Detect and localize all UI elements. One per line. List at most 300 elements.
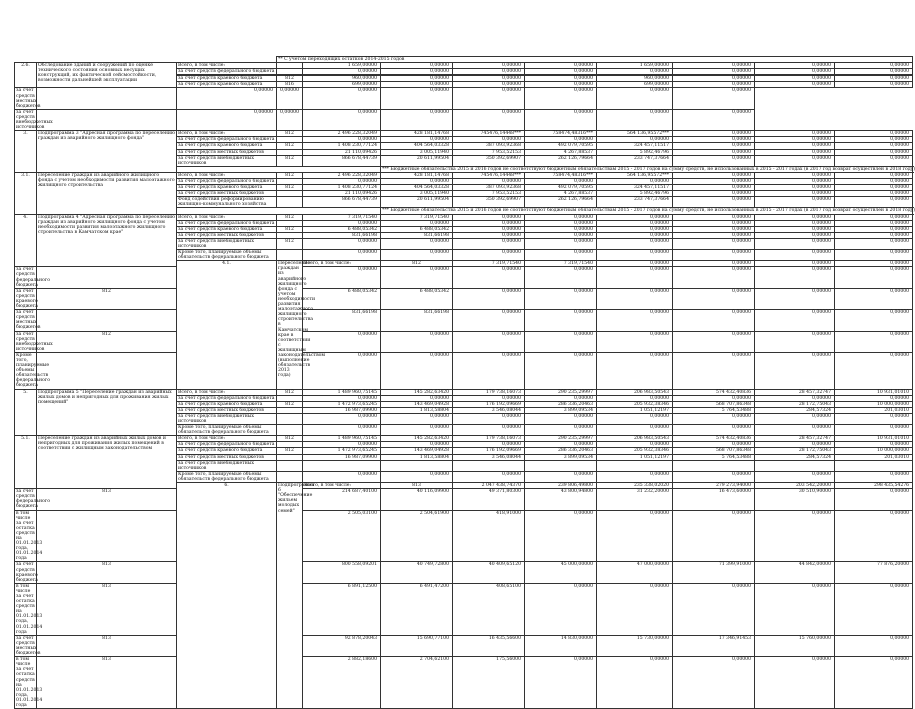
- amount-cell: 16 987,09900: [303, 407, 381, 413]
- budget-code: 813: [37, 562, 177, 583]
- amount-cell: 0,00000: [755, 131, 835, 137]
- amount-cell: 40 116,09900: [381, 489, 453, 510]
- amount-cell: 0,00000: [597, 178, 673, 184]
- amount-cell: 235 338,02020: [597, 483, 673, 489]
- amount-cell: 0,00000: [303, 331, 381, 352]
- budget-code: 812: [277, 185, 303, 191]
- amount-cell: 7 319,71540: [525, 261, 597, 267]
- amount-cell: 0,00000: [835, 191, 913, 197]
- funding-source: Кроме того, планируемые объемы обязательств федерального бюджета: [16, 352, 50, 389]
- funding-source: за счет средств федерального бюджета: [177, 220, 277, 226]
- amount-cell: 0,00000: [835, 583, 913, 635]
- amount-cell: 0,00000: [453, 88, 525, 109]
- amount-cell: 0,00000: [597, 220, 673, 226]
- amount-cell: 2 882,18600: [303, 657, 381, 709]
- amount-cell: 0,00000: [673, 191, 755, 197]
- item-name: Подпрограмма 3 "Адресная программа по переселению граждан из аварийного жилищного фонда": [37, 131, 177, 173]
- item-number: 4.1.: [177, 261, 277, 389]
- amount-cell: 0,00000: [835, 82, 913, 88]
- amount-cell: 43 800,94800: [525, 489, 597, 510]
- amount-cell: 0,00000: [673, 226, 755, 232]
- amount-cell: 0,00000: [381, 69, 453, 75]
- amount-cell: 0,00000: [755, 63, 835, 69]
- amount-cell: 0,00000: [673, 69, 755, 75]
- amount-cell: 0,00000: [453, 82, 525, 88]
- item-number: 3.1.: [15, 172, 37, 214]
- amount-cell: 0,00000: [597, 657, 673, 709]
- amount-cell: 831,66198: [381, 310, 453, 331]
- amount-cell: 0,00000: [453, 331, 525, 352]
- amount-cell: 0,00000: [597, 288, 673, 309]
- funding-source: Всего, в том числе:: [177, 63, 277, 69]
- budget-note: *** Бюджетные обязательства 2015 и 2016 годов не соответствуют бюджетным обязательствам 2015 - 2017 годов на сумму средств, не использованных в 2015 - 2017 годах (в 2017 год возврат осуществлен в 2018 году): [382, 208, 915, 214]
- budget-code: [277, 413, 303, 424]
- funding-source: Фонд содействия реформированию жилищно-коммунального хозяйства: [177, 197, 277, 208]
- amount-cell: 408,65100: [453, 583, 525, 635]
- funding-source: за счет средств внебюджетных источников: [177, 413, 277, 424]
- amount-cell: 15 760,00000: [755, 635, 835, 656]
- amount-cell: 0,00000: [673, 442, 755, 448]
- amount-cell: 0,00000: [755, 172, 835, 178]
- amount-cell: 1 813,58804: [381, 454, 453, 460]
- budget-code: [37, 310, 177, 331]
- amount-cell: 0,00000: [525, 178, 597, 184]
- item-number: 6.: [177, 483, 277, 709]
- amount-cell: 28 172,75043: [755, 401, 835, 407]
- amount-cell: 30 510,90000: [755, 489, 835, 510]
- amount-cell: 145 282,63420: [381, 436, 453, 442]
- amount-cell: 20 611,99504: [381, 197, 453, 208]
- amount-cell: 0,00000: [597, 267, 673, 288]
- amount-cell: 0,00000: [755, 76, 835, 82]
- amount-cell: 387 093,92368: [453, 143, 525, 149]
- budget-code: 812: [277, 143, 303, 149]
- amount-cell: 745476,14448***: [453, 172, 525, 178]
- amount-cell: 77 876,20000: [835, 562, 913, 583]
- amount-cell: 17 346,91453: [673, 635, 755, 656]
- funding-source: Всего, в том числе:: [177, 214, 277, 220]
- amount-cell: 40 749,72800: [381, 562, 453, 583]
- amount-cell: 0,00000: [525, 288, 597, 309]
- amount-cell: 0,00000: [755, 137, 835, 143]
- table-row: [15, 331, 913, 352]
- amount-cell: 0,00000: [755, 232, 835, 238]
- amount-cell: 6 488,05342: [303, 288, 381, 309]
- funding-source: за счет средств краевого бюджета: [177, 401, 277, 407]
- amount-cell: 0,00000: [597, 137, 673, 143]
- amount-cell: 0,00000: [835, 331, 913, 352]
- table-row: [15, 88, 913, 109]
- amount-cell: 0,00000: [755, 288, 835, 309]
- amount-cell: 1 051,12197: [597, 454, 673, 460]
- funding-source: за счет средств краевого бюджета: [177, 76, 277, 82]
- amount-cell: 0,00000: [525, 88, 597, 109]
- amount-cell: 47 000,00000: [597, 562, 673, 583]
- amount-cell: 0,00000: [453, 471, 525, 482]
- amount-cell: 699,00000: [303, 82, 381, 88]
- amount-cell: 7 319,71540: [381, 214, 453, 220]
- table-row: [15, 657, 913, 709]
- budget-code: 813: [37, 657, 177, 709]
- amount-cell: [303, 460, 381, 471]
- amount-cell: 1 408 230,77124: [303, 185, 381, 191]
- funding-source: за счет средств краевого бюджета: [177, 143, 277, 149]
- amount-cell: 0,00000: [525, 471, 597, 482]
- amount-cell: 233 747,37664: [597, 155, 673, 166]
- table-row: [15, 489, 913, 510]
- amount-cell: 0,00000: [303, 220, 381, 226]
- amount-cell: 324 457,11517: [597, 185, 673, 191]
- budget-code: 812: [37, 288, 177, 309]
- amount-cell: 0,00000: [597, 425, 673, 436]
- funding-source: за счет средств федерального бюджета: [16, 489, 50, 510]
- document-page: [14, 56, 915, 709]
- funding-source: за счет средств федерального бюджета: [177, 178, 277, 184]
- amount-cell: 0,00000: [597, 88, 673, 109]
- amount-cell: 0,00000: [525, 238, 597, 249]
- amount-cell: [597, 460, 673, 471]
- item-number: 5.1.: [15, 436, 37, 489]
- budget-code: 813: [37, 489, 177, 510]
- amount-cell: 0,00000: [453, 288, 525, 309]
- amount-cell: 0,00000: [673, 425, 755, 436]
- amount-cell: 0,00000: [177, 109, 277, 130]
- amount-cell: 0,00000: [673, 352, 755, 389]
- budget-code: 812: [277, 155, 303, 166]
- amount-cell: 0,00000: [673, 214, 755, 220]
- amount-cell: 5 892,46796: [597, 149, 673, 155]
- amount-cell: 568 707,86348: [673, 401, 755, 407]
- amount-cell: 404 564,03328: [381, 143, 453, 149]
- amount-cell: 0,00000: [381, 220, 453, 226]
- amount-cell: 3 005,11940: [381, 191, 453, 197]
- amount-cell: 831,66198: [303, 232, 381, 238]
- amount-cell: 0,00000: [755, 69, 835, 75]
- amount-cell: 1 472 973,65245: [303, 401, 381, 407]
- amount-cell: 0,00000: [835, 69, 913, 75]
- amount-cell: 176 192,09669: [453, 448, 525, 454]
- item-name: Обследование зданий и сооружений по оценке технического состояния основных несущих конструкций, их фактической сейсмостойкости, возможности дальнейшей эксплуатации: [37, 63, 177, 88]
- amount-cell: [673, 460, 755, 471]
- budget-code: [277, 425, 303, 436]
- amount-cell: 239 806,49800: [525, 483, 597, 489]
- amount-cell: 15 690,77100: [381, 635, 453, 656]
- amount-cell: 0,00000: [597, 226, 673, 232]
- budget-code: [37, 352, 177, 389]
- amount-cell: 418,91000: [453, 510, 525, 562]
- amount-cell: 206 983,50543: [597, 436, 673, 442]
- amount-cell: 387 093,92368: [453, 185, 525, 191]
- budget-code: 812: [277, 389, 303, 395]
- amount-cell: 0,00000: [673, 413, 755, 424]
- amount-cell: 0,00000: [453, 267, 525, 288]
- amount-cell: 6 891,12500: [303, 583, 381, 635]
- funding-source: за счет средств местных бюджетов: [16, 635, 41, 657]
- amount-cell: 0,00000: [755, 331, 835, 352]
- amount-cell: 279 273,94000: [673, 483, 755, 489]
- funding-source: за счет средств местных бюджетов: [177, 232, 277, 238]
- amount-cell: 492 079,70595: [525, 185, 597, 191]
- amount-cell: 2 704,62100: [381, 657, 453, 709]
- amount-cell: 1 813,58804: [381, 407, 453, 413]
- budget-code: [277, 460, 303, 471]
- amount-cell: 0,00000: [381, 425, 453, 436]
- amount-cell: 71 399,91000: [673, 562, 755, 583]
- funding-source: за счет средств федерального бюджета: [177, 69, 277, 75]
- amount-cell: [835, 460, 913, 471]
- amount-cell: 0,00000: [673, 395, 755, 401]
- amount-cell: 564 136,95572***: [597, 172, 673, 178]
- amount-cell: 0,00000: [525, 442, 597, 448]
- amount-cell: 201,03010: [835, 407, 913, 413]
- item-name: Переселение граждан из аварийного жилищного фонда с учетом необходимости развития малоэтажного жилищного строительства: [37, 172, 177, 214]
- amount-cell: [381, 460, 453, 471]
- item-number: 3.: [15, 131, 37, 173]
- amount-cell: 0,00000: [835, 425, 913, 436]
- amount-cell: 324 457,11517: [597, 143, 673, 149]
- amount-cell: 0,00000: [755, 155, 835, 166]
- funding-source: за счет средств местных бюджетов: [177, 191, 277, 197]
- amount-cell: 0,00000: [755, 310, 835, 331]
- amount-cell: 0,00000: [453, 137, 525, 143]
- amount-cell: 758474,48316***: [525, 131, 597, 137]
- table-row: [15, 583, 913, 635]
- amount-cell: 745476,14448***: [453, 131, 525, 137]
- funding-source: за счет средств внебюджетных источников: [177, 155, 277, 166]
- amount-cell: 0,00000: [597, 352, 673, 389]
- budget-code: 812: [277, 172, 303, 178]
- amount-cell: 564 136,95572***: [597, 131, 673, 137]
- amount-cell: 0,00000: [835, 155, 913, 166]
- amount-cell: 0,00000: [835, 131, 913, 137]
- amount-cell: 0,00000: [835, 413, 913, 424]
- amount-cell: 0,00000: [453, 220, 525, 226]
- amount-cell: 0,00000: [673, 63, 755, 69]
- amount-cell: 0,00000: [453, 232, 525, 238]
- amount-cell: 3 005,11940: [381, 149, 453, 155]
- budget-code: [37, 510, 177, 562]
- amount-cell: 10 931,01010: [835, 436, 913, 442]
- amount-cell: 0,00000: [597, 413, 673, 424]
- budget-code: 812: [277, 448, 303, 454]
- amount-cell: 0,00000: [597, 310, 673, 331]
- item-number: 5.: [15, 389, 37, 436]
- amount-cell: 0,00000: [673, 220, 755, 226]
- amount-cell: 0,00000: [673, 583, 755, 635]
- amount-cell: 2 504,61900: [381, 510, 453, 562]
- amount-cell: 0,00000: [277, 109, 303, 130]
- amount-cell: 2 496 228,32049: [303, 172, 381, 178]
- amount-cell: 0,00000: [835, 197, 913, 208]
- funding-source: Всего, в том числе:: [177, 436, 277, 442]
- amount-cell: 0,00000: [673, 185, 755, 191]
- amount-cell: 201,03010: [835, 454, 913, 460]
- amount-cell: 0,00000: [835, 352, 913, 389]
- amount-cell: 0,00000: [835, 238, 913, 249]
- amount-cell: 0,00000: [381, 352, 453, 389]
- amount-cell: 0,00000: [835, 657, 913, 709]
- budget-note: *** Бюджетные обязательства 2015 и 2016 годов не соответствуют бюджетным обязательствам 2015 - 2017 годов на сумму средств, не использованных в 2015 - 2017 годах (в 2017 год возврат осуществлен в 2018 году): [382, 166, 915, 172]
- amount-cell: 0,00000: [525, 63, 597, 69]
- amount-cell: 3 899,09534: [525, 454, 597, 460]
- amount-cell: 0,00000: [303, 250, 381, 261]
- amount-cell: 3 899,09534: [525, 407, 597, 413]
- amount-cell: 0,00000: [303, 137, 381, 143]
- amount-cell: 0,00000: [303, 413, 381, 424]
- amount-cell: 0,00000: [755, 178, 835, 184]
- funding-source: Кроме того, планируемые объемы обязательств федерального бюджета: [177, 471, 277, 482]
- funding-source: за счет средств краевого бюджета: [177, 448, 277, 454]
- amount-cell: 233 747,37664: [597, 197, 673, 208]
- budget-code: 812: [277, 76, 303, 82]
- amount-cell: 0,00000: [303, 88, 381, 109]
- funding-source: в том числе за счет остатка средств на 01.01.2013 года, 01.01.2014 года: [16, 510, 43, 562]
- amount-cell: 0,00000: [303, 425, 381, 436]
- amount-cell: 0,00000: [673, 267, 755, 288]
- amount-cell: 205 932,38346: [597, 448, 673, 454]
- amount-cell: 0,00000: [673, 76, 755, 82]
- amount-cell: 0,00000: [755, 267, 835, 288]
- amount-cell: 0,00000: [525, 657, 597, 709]
- amount-cell: 6 488,05342: [381, 288, 453, 309]
- budget-code: [277, 250, 303, 261]
- header-note: ** С учетом переходящих остатков 2014-2015 годов: [277, 57, 913, 63]
- amount-cell: 0,00000: [755, 583, 835, 635]
- amount-cell: 28 172,75043: [755, 448, 835, 454]
- amount-cell: 0,00000: [835, 178, 913, 184]
- amount-cell: 0,00000: [303, 352, 381, 389]
- amount-cell: 0,00000: [525, 425, 597, 436]
- amount-cell: 0,00000: [597, 261, 673, 267]
- amount-cell: 0,00000: [525, 395, 597, 401]
- amount-cell: 21 110,09426: [303, 191, 381, 197]
- funding-source: в том числе за счет остатка средств на 01.01.2013 года, 01.01.2014 года: [16, 657, 43, 708]
- amount-cell: 44 842,00000: [755, 562, 835, 583]
- funding-source: за счет средств краевого бюджета: [177, 226, 277, 232]
- amount-cell: 0,00000: [597, 510, 673, 562]
- amount-cell: 0,00000: [303, 238, 381, 249]
- item-name: Подпрограмма 6 "Обеспечение жильем молодых семей": [277, 483, 303, 709]
- amount-cell: 0,00000: [453, 178, 525, 184]
- amount-cell: 7 953,52153: [453, 191, 525, 197]
- amount-cell: 31 232,20000: [597, 489, 673, 510]
- amount-cell: 0,00000: [525, 214, 597, 220]
- amount-cell: 2 496 228,32049: [303, 131, 381, 137]
- amount-cell: 0,00000: [755, 250, 835, 261]
- program-funding-table: [14, 56, 913, 709]
- item-name: Подпрограмма 4 "Адресная программа по переселению граждан из аварийного жилищного фонда с учетом необходимости развития малоэтажного жилищного строительства в Камчатском крае": [37, 214, 177, 267]
- amount-cell: 0,00000: [453, 109, 525, 130]
- amount-cell: 0,00000: [755, 395, 835, 401]
- amount-cell: 143 469,04928: [381, 448, 453, 454]
- amount-cell: 0,00000: [755, 352, 835, 389]
- amount-cell: 10 931,01010: [835, 389, 913, 395]
- amount-cell: 0,00000: [673, 238, 755, 249]
- amount-cell: 262 126,79664: [525, 155, 597, 166]
- budget-code: 816: [277, 82, 303, 88]
- amount-cell: 0,00000: [835, 143, 913, 149]
- amount-cell: 0,00000: [755, 261, 835, 267]
- amount-cell: 0,00000: [755, 191, 835, 197]
- amount-cell: 0,00000: [381, 413, 453, 424]
- amount-cell: 290 235,29997: [525, 389, 597, 395]
- item-number: 2.6.: [15, 63, 37, 88]
- amount-cell: 0,00000: [381, 63, 453, 69]
- amount-cell: 0,00000: [755, 197, 835, 208]
- amount-cell: 0,00000: [835, 137, 913, 143]
- amount-cell: 0,00000: [525, 82, 597, 88]
- amount-cell: 0,00000: [381, 250, 453, 261]
- funding-source: за счет средств местных бюджетов: [177, 149, 277, 155]
- amount-cell: 286 336,20463: [525, 448, 597, 454]
- item-number: 4.: [15, 214, 37, 267]
- amount-cell: 7 319,71540: [453, 261, 525, 267]
- amount-cell: 0,00000: [835, 395, 913, 401]
- amount-cell: 179 738,16073: [453, 436, 525, 442]
- amount-cell: 7 953,52153: [453, 149, 525, 155]
- amount-cell: 0,00000: [303, 69, 381, 75]
- amount-cell: 0,00000: [673, 197, 755, 208]
- amount-cell: 574 432,40836: [673, 436, 755, 442]
- amount-cell: 0,00000: [673, 88, 755, 109]
- amount-cell: 0,00000: [525, 352, 597, 389]
- amount-cell: 0,00000: [755, 82, 835, 88]
- amount-cell: 0,00000: [673, 109, 755, 130]
- amount-cell: 206 983,50543: [597, 389, 673, 395]
- amount-cell: 6 491,47200: [381, 583, 453, 635]
- amount-cell: 0,00000: [755, 510, 835, 562]
- amount-cell: 0,00000: [453, 413, 525, 424]
- amount-cell: 0,00000: [453, 69, 525, 75]
- amount-cell: 0,00000: [381, 395, 453, 401]
- amount-cell: 5 764,53488: [673, 454, 755, 460]
- amount-cell: 21 110,09426: [303, 149, 381, 155]
- amount-cell: 0,00000: [673, 137, 755, 143]
- amount-cell: 1 489 960,75145: [303, 389, 381, 395]
- amount-cell: 10 000,00000: [835, 448, 913, 454]
- amount-cell: 1 659,00000: [303, 63, 381, 69]
- amount-cell: 0,00000: [755, 657, 835, 709]
- funding-source: за счет средств федерального бюджета: [16, 267, 50, 288]
- amount-cell: 0,00000: [381, 238, 453, 249]
- amount-cell: 6 488,05342: [381, 226, 453, 232]
- amount-cell: 0,00000: [597, 69, 673, 75]
- funding-source: за счет средств внебюджетных источников: [16, 109, 53, 131]
- amount-cell: 492 079,70595: [525, 143, 597, 149]
- amount-cell: 284,57324: [755, 454, 835, 460]
- amount-cell: 0,00000: [835, 226, 913, 232]
- amount-cell: 0,00000: [673, 288, 755, 309]
- budget-code: [277, 471, 303, 482]
- amount-cell: 1 659,00000: [597, 63, 673, 69]
- amount-cell: 866 678,44739: [303, 197, 381, 208]
- amount-cell: 4 267,88537: [525, 149, 597, 155]
- amount-cell: 0,00000: [673, 471, 755, 482]
- amount-cell: 0,00000: [673, 82, 755, 88]
- amount-cell: 831,66198: [303, 310, 381, 331]
- amount-cell: 45 000,00000: [525, 562, 597, 583]
- amount-cell: 0,00000: [835, 63, 913, 69]
- table-row: [15, 562, 913, 583]
- amount-cell: 0,00000: [453, 395, 525, 401]
- funding-source: за счет средств краевого бюджета: [16, 288, 38, 310]
- amount-cell: 0,00000: [673, 172, 755, 178]
- amount-cell: 0,00000: [835, 471, 913, 482]
- amount-cell: 0,00000: [597, 214, 673, 220]
- amount-cell: 0,00000: [381, 178, 453, 184]
- budget-code: [277, 197, 303, 208]
- amount-cell: 758474,48316***: [525, 172, 597, 178]
